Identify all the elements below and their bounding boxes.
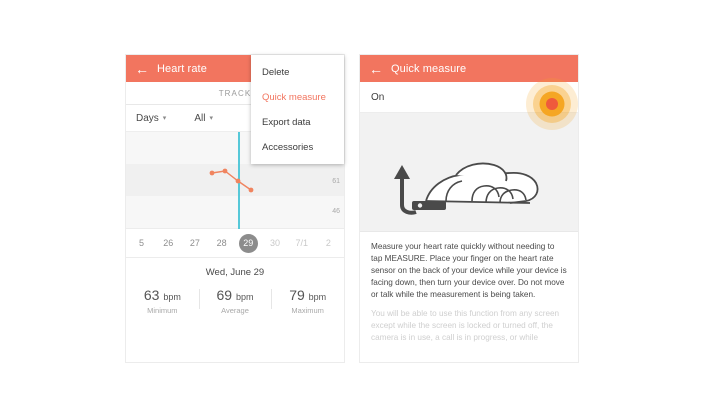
heart-rate-pulse-indicator — [526, 78, 578, 130]
quick-measure-description: Measure your heart rate quickly without needing to tap MEASURE. Place your finger on the heart rate sensor on the back of your device while your device is facing down, then turn your device over. Do not move or talk while the measurement is being taken. — [371, 242, 567, 299]
arrow-left-icon[interactable]: ← — [369, 60, 383, 77]
stat-maximum-number: 79 — [289, 287, 305, 303]
filter-all-label: All — [194, 112, 206, 124]
stat-average-caption: Average — [221, 306, 249, 315]
menu-item-export-data[interactable]: Export data — [262, 117, 311, 128]
left-app-bar-title: Heart rate — [157, 62, 207, 75]
stat-maximum-caption: Maximum — [291, 306, 324, 315]
filter-all[interactable] — [194, 113, 213, 124]
stat-maximum — [271, 287, 344, 315]
stat-minimum-number: 63 — [143, 287, 160, 303]
stat-average-number: 69 — [216, 287, 233, 303]
stat-average-unit: bpm — [235, 292, 254, 302]
pulse-core-icon — [546, 98, 558, 110]
stat-minimum-value — [126, 287, 199, 303]
arrow-left-icon[interactable]: ← — [135, 60, 149, 77]
stats-row — [126, 285, 344, 315]
stat-maximum-value — [271, 287, 344, 303]
chevron-down-icon: ▾ — [209, 115, 213, 122]
tab-track-label: TRACK — [218, 88, 252, 98]
selected-day-label: Wed, June 29 — [205, 267, 265, 278]
date-item[interactable]: 7/1 — [295, 238, 308, 248]
date-item-selected[interactable]: 29 — [239, 234, 258, 253]
stat-minimum-caption: Minimum — [147, 306, 178, 315]
date-item[interactable]: 30 — [270, 238, 281, 248]
filter-days[interactable] — [136, 113, 166, 124]
date-item[interactable]: 2 — [325, 238, 331, 248]
overflow-menu[interactable] — [251, 55, 344, 164]
right-app-bar-title: Quick measure — [391, 62, 467, 75]
date-scroller[interactable] — [126, 229, 344, 258]
stat-maximum-unit: bpm — [308, 292, 327, 302]
illustration-svg — [360, 113, 578, 231]
filter-days-label: Days — [136, 112, 159, 124]
menu-item-delete[interactable]: Delete — [262, 67, 290, 78]
stat-minimum-unit: bpm — [163, 292, 181, 302]
menu-item-quick-measure[interactable]: Quick measure — [262, 92, 326, 103]
chart-y-label: 46 — [332, 208, 340, 215]
chevron-down-icon: ▾ — [162, 115, 167, 122]
menu-item-accessories[interactable]: Accessories — [262, 142, 314, 153]
date-item[interactable]: 5 — [138, 238, 144, 248]
hand-finger-on-sensor-illustration — [360, 113, 578, 232]
quick-measure-secondary-description: You will be able to use this function from any screen except while the screen is locked or turned off, the camera is in use, a call is in progress, or while — [371, 309, 560, 343]
stat-minimum — [126, 287, 199, 315]
date-item[interactable]: 26 — [163, 238, 174, 248]
date-item[interactable]: 27 — [189, 238, 200, 248]
stat-average-value — [199, 287, 272, 303]
chart-y-label: 61 — [332, 178, 340, 185]
stat-average — [199, 287, 272, 315]
quick-measure-toggle-label: On — [371, 91, 385, 103]
date-item[interactable]: 28 — [216, 238, 227, 248]
